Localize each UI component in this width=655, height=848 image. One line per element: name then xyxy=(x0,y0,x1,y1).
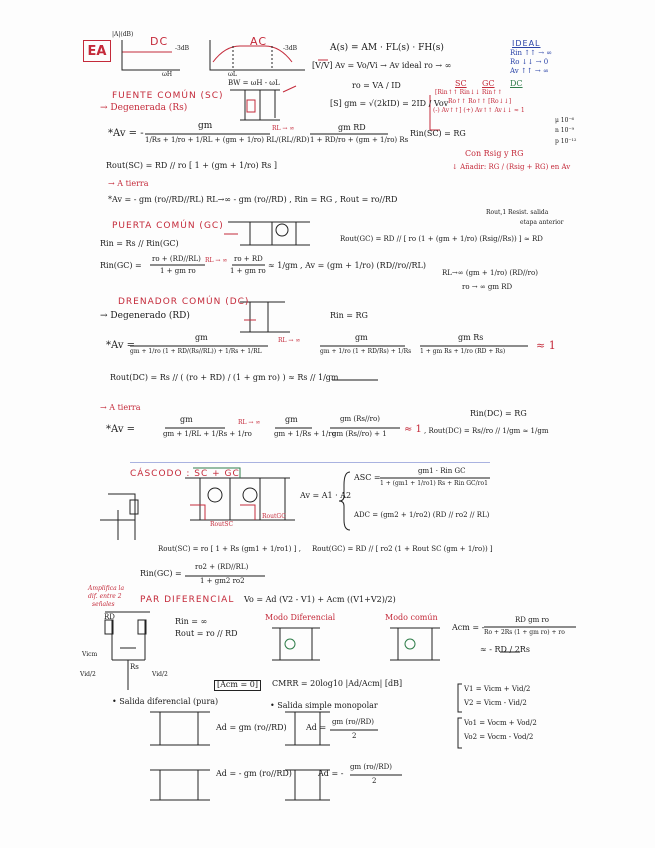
diff-acm-den: Ro + 2Rs (1 + gm ro) + ro xyxy=(484,629,565,636)
dc-col-label: DC xyxy=(510,79,523,88)
cascodo-adc: ADC = (gm2 + 1/ro2) (RD // ro2 // RL) xyxy=(354,511,490,519)
minus3db-label-1: -3dB xyxy=(175,45,190,52)
ideal-line-3: Av ↑↑ → ∞ xyxy=(510,67,549,75)
drenador-degenerado-sub: → Degenerado (RD) xyxy=(100,311,190,321)
drenador-rout2: , Rout(DC) = Rs//ro // 1/gm ≈ 1/gm xyxy=(424,427,549,435)
drenador-av6-num: gm (Rs//ro) xyxy=(340,415,380,423)
drenador-av6-den: gm (Rs//ro) + 1 xyxy=(332,430,387,438)
cascodo-av: Av = A1 · A2 xyxy=(300,491,352,500)
cascodo-asc-den: 1 + (gm1 + 1/ro1) Rs + Rin GC/ro1 xyxy=(380,480,488,487)
drenador-av4-label: *Av = xyxy=(106,424,136,435)
compare-row-3: (-) Av↑↑] (+) Av↑↑ Av↓↓ ≈ 1 xyxy=(433,107,525,114)
drenador-av-num: gm xyxy=(195,333,208,342)
cascodo-routsc-label: RoutSC xyxy=(210,521,234,528)
diff-ad1: Ad = gm (ro//RD) xyxy=(216,723,287,732)
puerta-rin2-den: 1 + gm ro xyxy=(160,267,196,275)
puerta-note-2: etapa anterior xyxy=(520,219,564,226)
omega-h-label: ωH xyxy=(162,71,173,78)
ideal-title: IDEAL xyxy=(512,39,541,48)
drenador-rl-inf-2: RL → ∞ xyxy=(238,419,261,426)
drenador-av4-den: gm + 1/RL + 1/Rs + 1/ro xyxy=(163,430,252,438)
drenador-rin: Rin = RG xyxy=(330,311,368,320)
fuente-comun-title: FUENTE COMÚN (SC) xyxy=(112,91,224,101)
fuente-anadir: ↓ Añadir: RG / (Rsig + RG) en Av xyxy=(452,163,571,171)
prefix-micro: μ 10⁻⁶ xyxy=(555,117,575,124)
ideal-line-1: Rin ↑↑ → ∞ xyxy=(510,49,553,57)
drenador-rin-dc: Rin(DC) = RG xyxy=(470,409,527,418)
puerta-rin3-num: ro + RD xyxy=(234,255,263,263)
drenador-approx-1: ≈ 1 xyxy=(536,339,556,352)
fuente-rout: Rout(SC) = RD // ro [ 1 + (gm + 1/ro) Rs ] xyxy=(106,161,277,170)
diff-acm-approx: ≈ - RD / 2Rs xyxy=(480,645,530,654)
gm-eq: [S] gm = √(2kID) = 2ID / Vov xyxy=(330,99,449,108)
av-ideal-eq: [V/V] Av = Vo/Vi → Av ideal ro → ∞ xyxy=(312,61,452,70)
puerta-comun-title: PUERTA COMÚN (GC) xyxy=(112,221,224,231)
puerta-rl-inf: RL → ∞ xyxy=(205,257,228,264)
badge-label: EA xyxy=(87,43,107,59)
drenador-av5-den: gm + 1/Rs + 1/ro xyxy=(274,430,336,438)
ro-eq: ro = VA / ID xyxy=(352,81,401,90)
diff-vo2: Vo2 = Vocm - Vod/2 xyxy=(464,733,534,741)
diff-title: PAR DIFERENCIAL xyxy=(140,595,235,605)
diff-modo-dif: Modo Diferencial xyxy=(265,613,336,622)
diff-ad2-num: gm (ro//RD) xyxy=(332,718,374,726)
compare-row-2: Ro↑↑ Ro↑↑ [Ro↓↓] xyxy=(448,98,512,105)
drenador-comun-title: DRENADOR COMÚN (DC) xyxy=(118,297,250,307)
drenador-approx-2: ≈ 1 xyxy=(404,424,422,435)
fuente-av-num: gm xyxy=(198,121,213,131)
drenador-av2-den: gm + 1/ro (1 + RD/Rs) + 1/Rs xyxy=(320,348,412,355)
drenador-av3-num: gm Rs xyxy=(458,333,484,342)
fuente-av-den: 1/Rs + 1/ro + 1/RL + (gm + 1/ro) RL/(RL//RD) xyxy=(145,136,310,144)
cascodo-title: CÁSCODO : SC + GC xyxy=(130,469,240,479)
diff-vo: Vo = Ad (V2 - V1) + Acm ((V1+V2)/2) xyxy=(244,595,396,604)
section-divider xyxy=(130,462,490,463)
fuente-limit: RL → ∞ xyxy=(272,125,295,132)
puerta-note-1: Rout,1 Resist. salida xyxy=(486,209,549,216)
diff-vid-pos: Vid/2 xyxy=(80,671,96,678)
fuente-av2-num: gm RD xyxy=(338,123,366,132)
drenador-av4-num: gm xyxy=(180,415,193,424)
gc-col-label: GC xyxy=(482,79,495,88)
drenador-rl-inf: RL → ∞ xyxy=(278,337,301,344)
puerta-av-ro: ro → ∞ gm RD xyxy=(462,283,513,291)
diff-vo1: Vo1 = Vocm + Vod/2 xyxy=(464,719,537,727)
diff-vid-neg: Vid/2 xyxy=(152,671,168,678)
section-badge xyxy=(83,40,111,62)
fuente-degenerada-sub: → Degenerada (Rs) xyxy=(100,103,188,113)
sc-col-label: SC xyxy=(455,79,467,88)
diff-rin: Rin = ∞ xyxy=(175,617,208,626)
cascodo-asc-label: ASC = xyxy=(354,473,381,482)
diff-rout: Rout = ro // RD xyxy=(175,629,238,638)
diff-rs-label: Rs xyxy=(130,663,139,671)
puerta-rin2-num: ro + (RD//RL) xyxy=(152,255,201,263)
cascodo-asc-num: gm1 · Rin GC xyxy=(418,467,466,475)
cascodo-rin-gc-num: ro2 + (RD//RL) xyxy=(195,563,249,571)
cascodo-routgc: Rout(GC) = RD // [ ro2 (1 + Rout SC (gm + 1/ro)) ] xyxy=(312,545,493,553)
drenador-av3-den: 1 + gm Rs + 1/ro (RD + Rs) xyxy=(420,348,506,355)
diff-cmrr: CMRR = 20log10 |Ad/Acm| [dB] xyxy=(272,679,403,688)
cascodo-rin-gc-label: Rin(GC) = xyxy=(140,569,182,578)
puerta-rin1: Rin = Rs // Rin(GC) xyxy=(100,239,179,248)
diff-acm-num: RD gm ro xyxy=(515,616,550,624)
puerta-av-lim: RL→∞ (gm + 1/ro) (RD//ro) xyxy=(442,269,538,277)
diff-ad4-num: gm (ro//RD) xyxy=(350,763,392,771)
drenador-av-den: gm + 1/ro (1 + RD/(Rs//RL)) + 1/Rs + 1/RL xyxy=(130,348,262,355)
diff-vicm-label: Vicm xyxy=(82,651,98,658)
puerta-rin2-label: Rin(GC) = xyxy=(100,261,142,270)
diff-acm-zero: [Acm = 0] xyxy=(214,680,261,691)
diff-ad4-label: Ad = - xyxy=(318,769,344,778)
puerta-rin3-den: 1 + gm ro xyxy=(230,267,266,275)
minus3db-label-2: -3dB xyxy=(283,45,298,52)
diff-ad3: Ad = - gm (ro//RD) xyxy=(216,769,292,778)
bandwidth-eq: BW = ωH - ωL xyxy=(228,79,280,87)
cascodo-routsc: Rout(SC) = ro [ 1 + Rs (gm1 + 1/ro1) ] , xyxy=(158,545,301,553)
diff-side-3: señales xyxy=(92,601,115,608)
diff-acm-label: Acm = - xyxy=(452,623,485,632)
dc-label: DC xyxy=(150,35,169,48)
drenador-tierra: → A tierra xyxy=(100,403,141,412)
ideal-line-2: Ro ↓↓ → 0 xyxy=(510,58,549,66)
drenador-av2-num: gm xyxy=(355,333,368,342)
diff-salida-pura: • Salida diferencial (pura) xyxy=(112,697,219,706)
cascodo-routgc-label: RoutGC xyxy=(262,513,286,520)
compare-row-1: [Rin↑↑ Rin↓↓ Rin↑↑ xyxy=(435,89,503,96)
diff-rd-label: RD xyxy=(104,613,115,621)
fuente-av2-den: 1 + RD/ro + (gm + 1/ro) Rs xyxy=(310,136,409,144)
fuente-av-label: *Av = - xyxy=(108,128,144,139)
puerta-rout: Rout(GC) = RD // [ ro (1 + (gm + 1/ro) (Rsig//Rs)) ] ≈ RD xyxy=(340,235,543,243)
diff-ad4-den: 2 xyxy=(372,777,377,785)
fuente-rin: Rin(SC) = RG xyxy=(410,129,466,138)
fuente-av3: *Av = - gm (ro//RD//RL) RL→∞ - gm (ro//RD) , Rin = RG , Rout = ro//RD xyxy=(108,195,398,204)
transfer-function-eq: A(s) = AM · FL(s) · FH(s) xyxy=(330,43,444,53)
prefix-nano: n 10⁻⁹ xyxy=(555,127,574,134)
diff-v1: V1 = Vicm + Vid/2 xyxy=(464,685,531,693)
fuente-tierra: → A tierra xyxy=(108,179,149,188)
diff-modo-com: Modo común xyxy=(385,613,438,622)
diff-salida-simple: • Salida simple monopolar xyxy=(270,701,378,710)
omega-l-label: ωL xyxy=(228,71,237,78)
diff-ad2-den: 2 xyxy=(352,732,357,740)
puerta-approx: ≈ 1/gm xyxy=(268,261,298,270)
diff-v2: V2 = Vicm - Vid/2 xyxy=(464,699,527,707)
gain-axis-label: |A|(dB) xyxy=(112,31,134,38)
diff-side-1: Amplifica la xyxy=(88,585,125,592)
prefix-pico: p 10⁻¹² xyxy=(555,138,577,145)
drenador-rout: Rout(DC) = Rs // ( (ro + RD) / (1 + gm ro) ) ≈ Rs // 1/gm xyxy=(110,373,339,382)
drenador-av5-num: gm xyxy=(285,415,298,424)
diff-side-2: dif. entre 2 xyxy=(88,593,122,600)
puerta-av: , Av = (gm + 1/ro) (RD//ro//RL) xyxy=(300,261,426,270)
cascodo-rin-gc-den: 1 + gm2 ro2 xyxy=(200,577,245,585)
ac-label: AC xyxy=(250,35,268,48)
diff-ad2-label: Ad = xyxy=(306,723,327,732)
drenador-av-label: *Av = xyxy=(106,340,136,351)
fuente-rsig-note: Con Rsig y RG xyxy=(465,149,524,158)
